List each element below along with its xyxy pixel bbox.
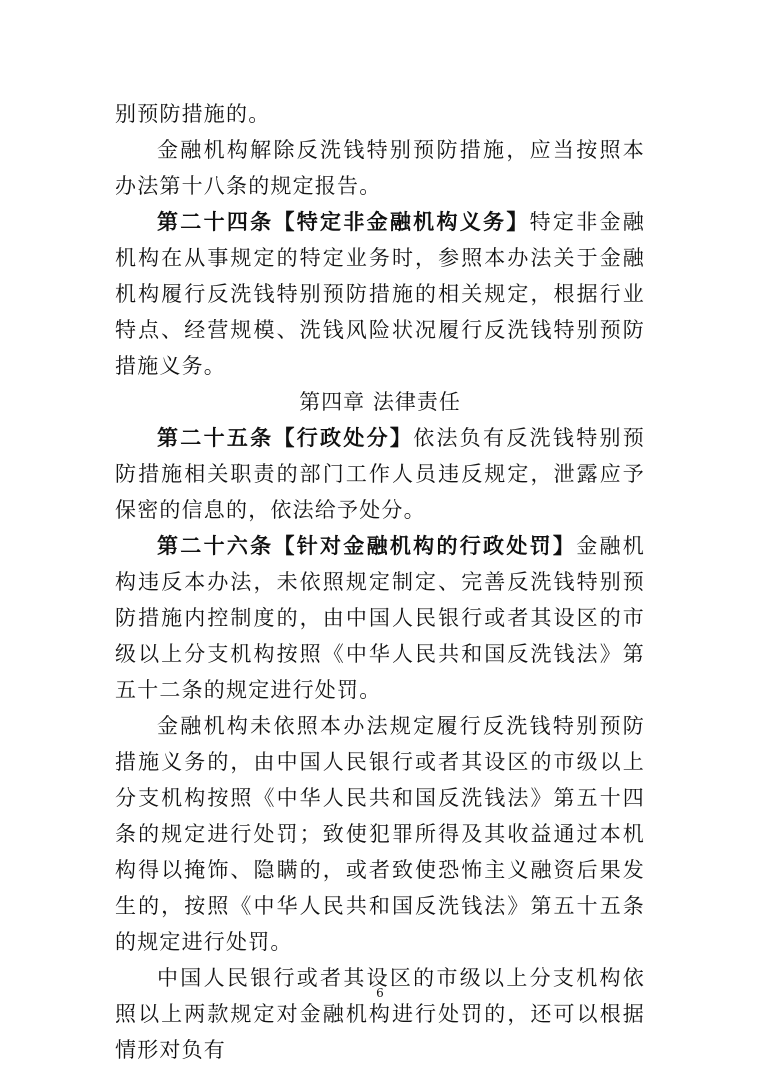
- article-26-title: 第二十六条【针对金融机构的行政处罚】: [157, 534, 577, 558]
- paragraph-financial-institution-penalty: 金融机构未依照本办法规定履行反洗钱特别预防措施义务的，由中国人民银行或者其设区的市级以上分支机构按照《中华人民共和国反洗钱法》第五十四条的规定进行处罚；致使犯罪所得及其收益通过本机构得以掩饰、隐瞒的，或者致使恐怖主义融资后果发生的，按照《中华人民共和国反洗钱法》第五十五条的规定进行处罚。: [115, 714, 645, 954]
- section-top: [115, 96, 645, 384]
- paragraph-continuation: 别预防措施的。: [115, 102, 271, 126]
- article-25-body: 依法负有反洗钱特别预防措施相关职责的部门工作人员违反规定，泄露应予保密的信息的，依法给予处分。: [115, 426, 645, 522]
- page-number: 6: [376, 986, 384, 1000]
- article-25-title: 第二十五条【行政处分】: [157, 426, 414, 450]
- article-24-body: 特定非金融机构在从事规定的特定业务时，参照本办法关于金融机构履行反洗钱特别预防措施的相关规定，根据行业特点、经营规模、洗钱风险状况履行反洗钱特别预防措施义务。: [115, 210, 645, 378]
- article-25: [115, 420, 645, 528]
- chapter-heading: 第四章 法律责任: [299, 390, 461, 414]
- section-bottom: [115, 420, 645, 1068]
- article-26: [115, 528, 645, 708]
- article-24: [115, 204, 645, 384]
- paragraph-additional-penalty: 中国人民银行或者其设区的市级以上分支机构依照以上两款规定对金融机构进行处罚的，还可以根据情形对负有: [115, 966, 645, 1062]
- article-24-title: 第二十四条【特定非金融机构义务】: [157, 210, 530, 234]
- paragraph-release-measures: 金融机构解除反洗钱特别预防措施，应当按照本办法第十八条的规定报告。: [115, 138, 645, 198]
- article-26-body: 金融机构违反本办法，未依照规定制定、完善反洗钱特别预防措施内控制度的，由中国人民银行或者其设区的市级以上分支机构按照《中华人民共和国反洗钱法》第五十二条的规定进行处罚。: [115, 534, 645, 702]
